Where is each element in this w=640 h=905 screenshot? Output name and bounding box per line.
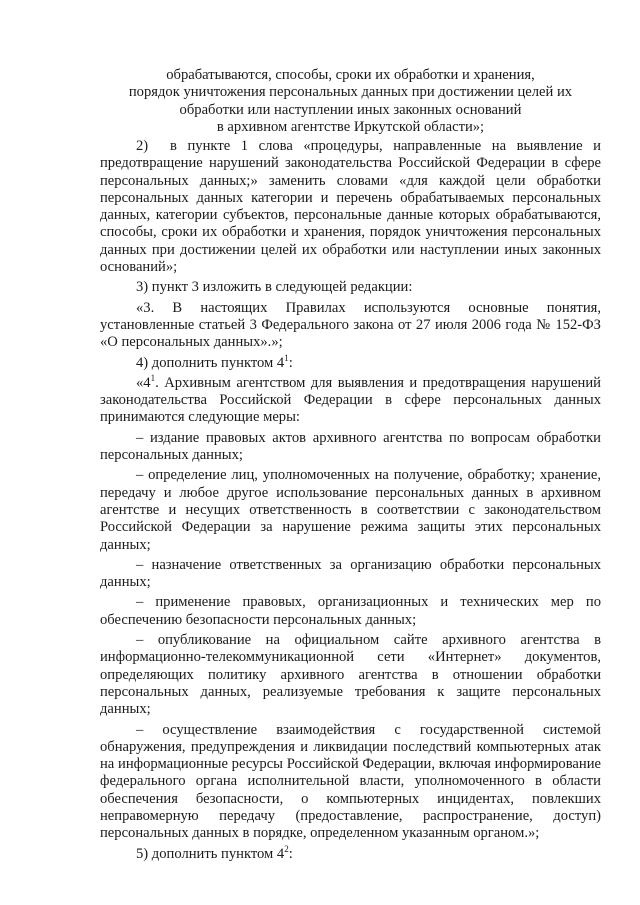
paragraph-quote-3: «3. В настоящих Правилах используются основные понятия, установленные статьей 3 Федерального закона от 27 июля 2006 года № 152-ФЗ «О персональных данных».»; (100, 299, 601, 351)
document-heading (100, 67, 601, 136)
paragraph-item-4 (100, 352, 601, 372)
quote-4-text: . Архивным агентством для выявления и предотвращения нарушений законодательства Российской Федерации в сфере персональных данных принимаются следующие меры: (100, 374, 601, 426)
item-4-text: 4) дополнить пунктом 4 (136, 354, 285, 371)
paragraph-quote-4-1 (100, 375, 601, 427)
heading-line-4: в архивном агентстве Иркутской области»; (216, 118, 485, 135)
paragraph-item-5 (100, 843, 601, 863)
paragraph-item-2: 2) в пункте 1 слова «процедуры, направленные на выявление и предотвращение нарушений законодательства Российской Федерации в сфере персональных данных;» заменить словами «для каждой цели обработки персональных данных категории и перечень обрабатываемых персональных данных, категории субъектов, персональные данные которых обрабатываются, способы, сроки их обработки и хранения, порядок уничтожения персональных данных при достижении целей их обработки или наступлении иных законных оснований»; (100, 138, 601, 276)
measure-item: – опубликование на официальном сайте архивного агентства в информационно-телекоммуникационной сети «Интернет» документов, определяющих политику архивного агентства в отношении обработки персональных данных, реализуемые требования к защите персональных данных; (100, 632, 601, 718)
paragraph-item-3: 3) пункт 3 изложить в следующей редакции: (136, 279, 413, 296)
item-4-superscript: 1 (284, 352, 289, 363)
heading-line-1: обрабатываются, способы, сроки их обработки и хранения, (166, 67, 535, 83)
measure-item: – издание правовых актов архивного агентства по вопросам обработки персональных данных; (100, 429, 601, 464)
item-5-superscript: 2 (284, 843, 289, 854)
measure-item: – определение лиц, уполномоченных на получение, обработку; хранение, передачу и любое другое использование персональных данных в архивном агентстве и несущих ответственность в соответствии с законодательством Российской Федерации за нарушение режима защиты этих персональных данных; (100, 467, 601, 553)
item-5-colon: : (288, 845, 293, 862)
quote-4-superscript: 1 (150, 373, 156, 383)
item-5-text: 5) дополнить пунктом 4 (136, 845, 285, 862)
item-4-colon: : (288, 354, 293, 371)
measure-item: – применение правовых, организационных и технических мер по обеспечению безопасности персональных данных; (100, 594, 601, 628)
measure-item: – осуществление взаимодействия с государственной системой обнаружения, предупреждения и ликвидации последствий компьютерных атак на информационные ресурсы Российской Федерации, включая информирование федерального органа исполнительной власти, уполномоченного в области обеспечения безопасности, о компьютерных инцидентах, повлекших неправомерную передачу (предоставление, распространение, доступ) персональных данных в порядке, определенном указанным органом.»; (100, 721, 601, 842)
quote-4-prefix: «4 (136, 374, 151, 391)
heading-line-2: порядок уничтожения персональных данных при достижении целей их (128, 84, 573, 101)
heading-line-3: обработки или наступлении иных законных оснований (179, 101, 522, 118)
measure-item: – назначение ответственных за организацию обработки персональных данных; (100, 556, 601, 591)
document-body (100, 138, 601, 863)
